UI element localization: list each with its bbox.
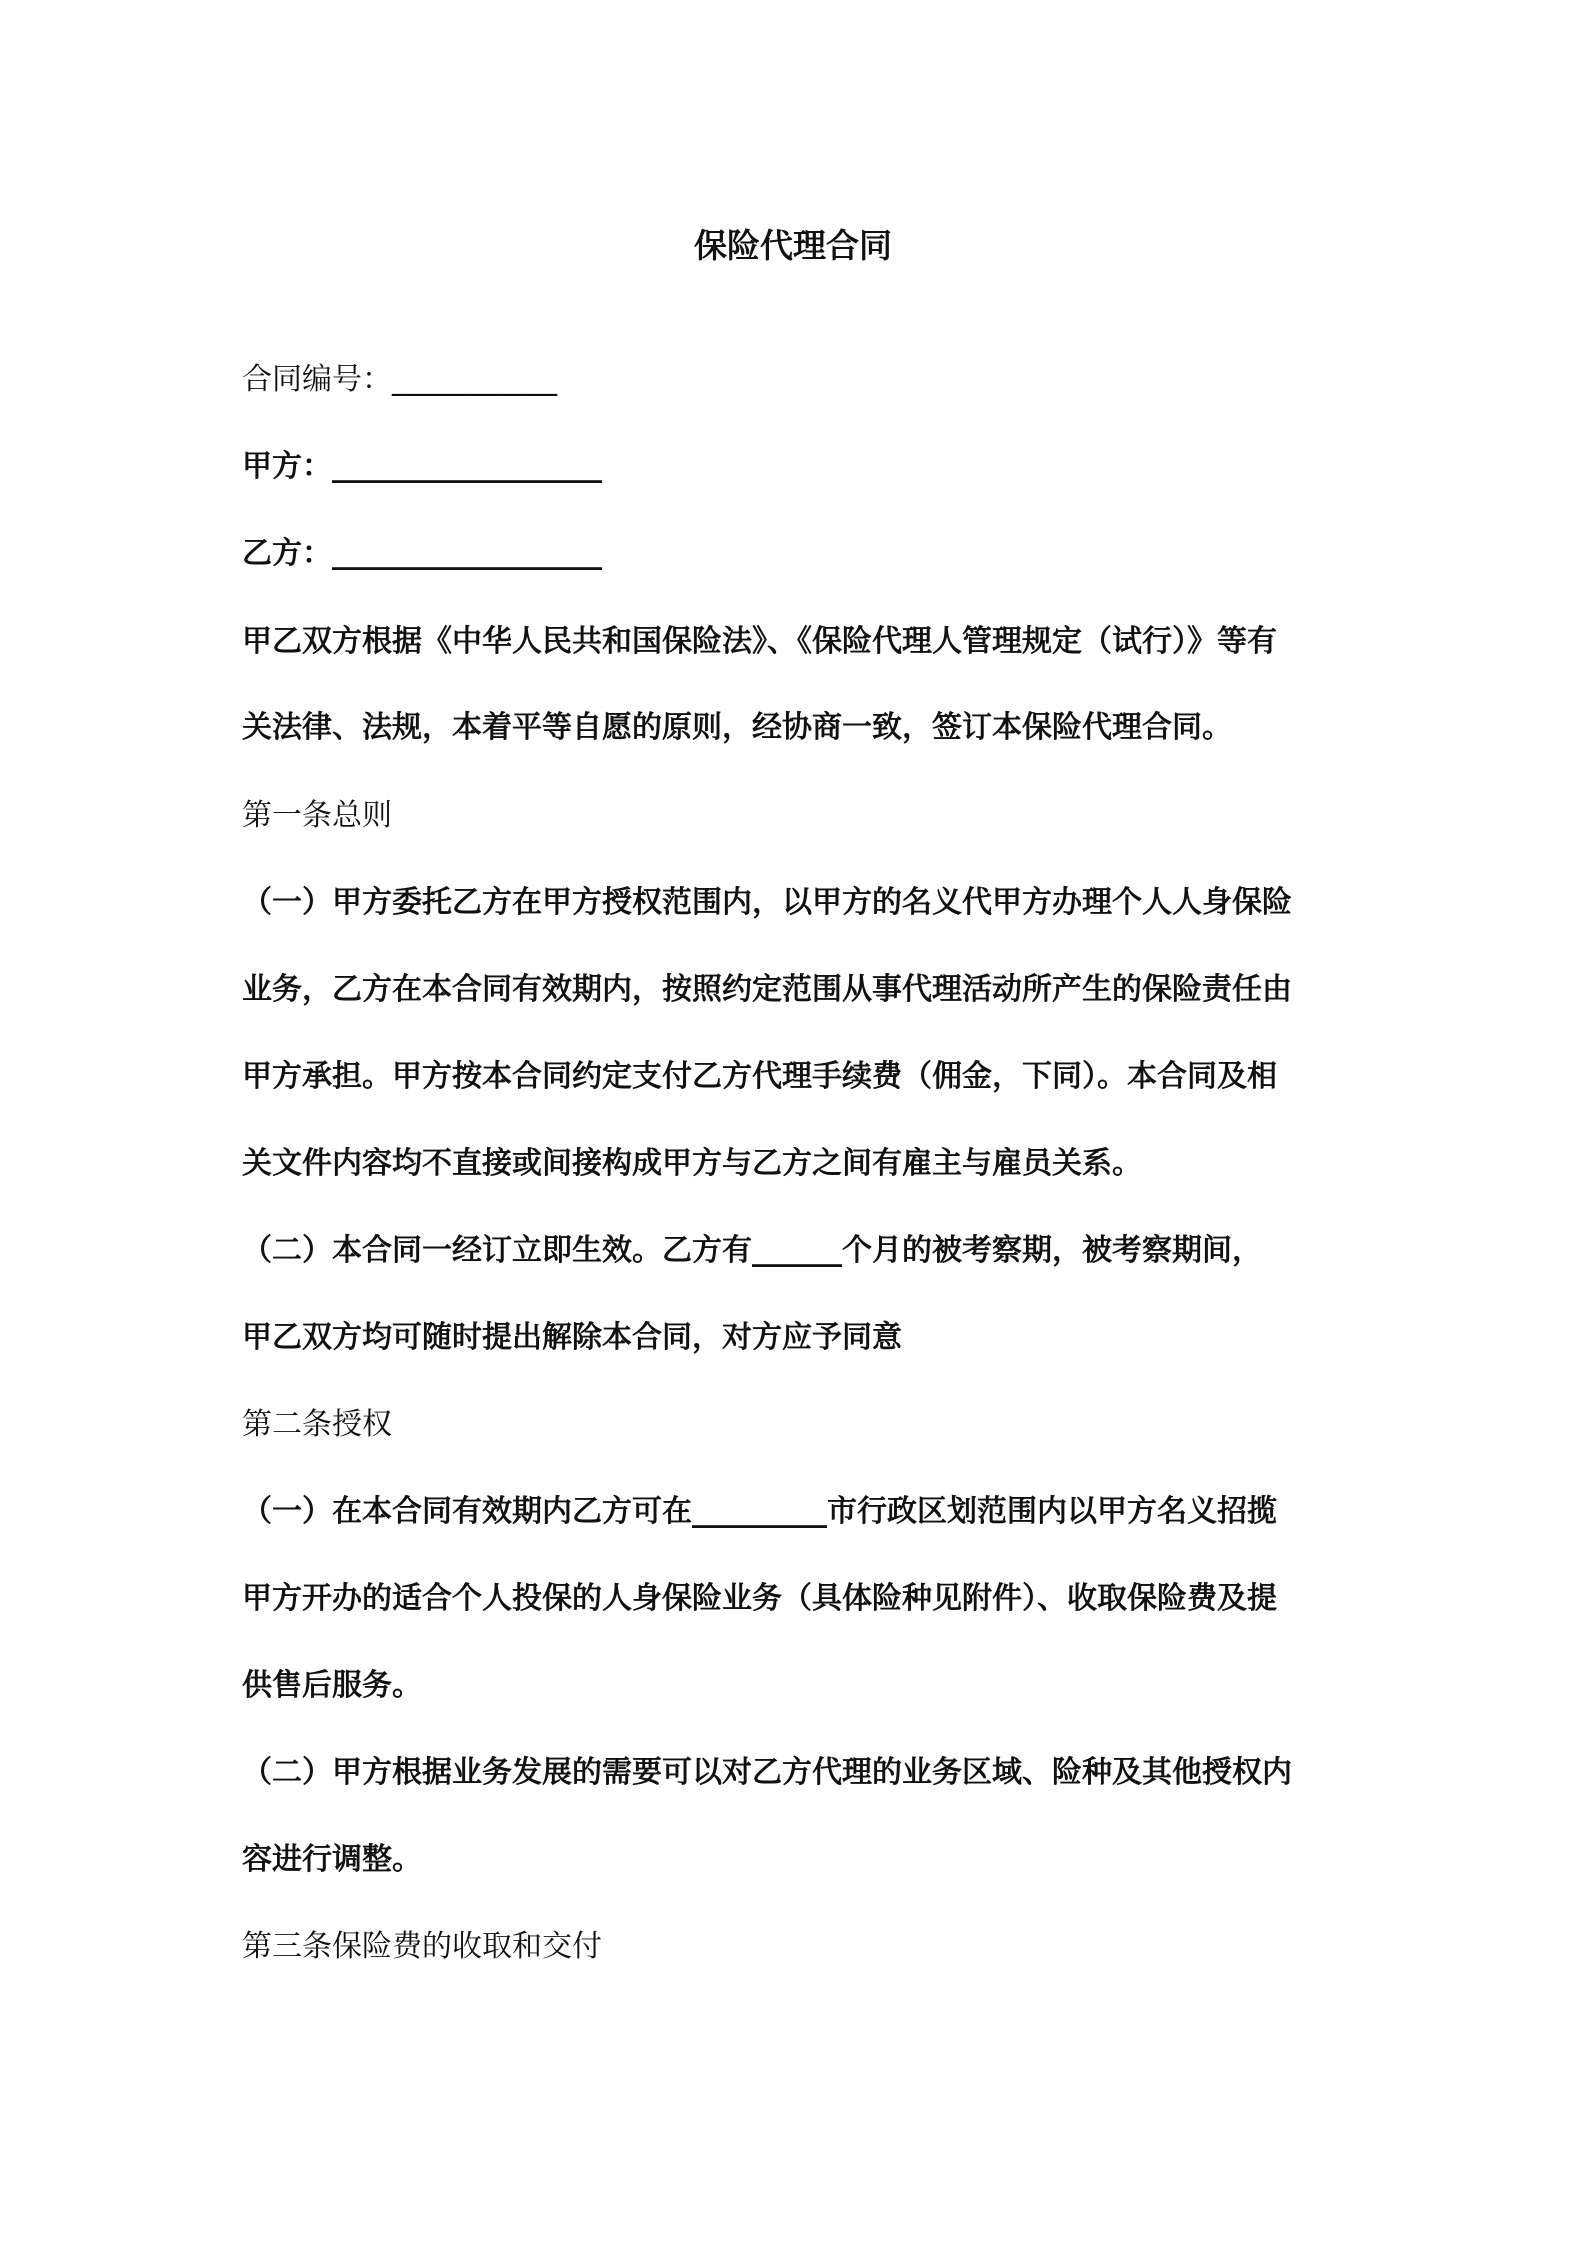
article-2-clause-2-line: （二）甲方根据业务发展的需要可以对乙方代理的业务区域、险种及其他授权内 [242,1755,1292,1790]
article-2-heading: 第二条授权 [242,1407,392,1442]
contract-number-field: 合同编号：___________ [242,362,557,397]
article-1-clause-1-line: 关文件内容均不直接或间接构成甲方与乙方之间有雇主与雇员关系。 [242,1146,1142,1181]
article-2-clause-1-line: 供售后服务。 [242,1668,422,1703]
party-b-field: 乙方：__________________ [242,536,602,571]
article-1-clause-1-line: 甲方承担。甲方按本合同约定支付乙方代理手续费（佣金，下同）。本合同及相 [242,1059,1277,1094]
article-1-clause-2-line: 甲乙双方均可随时提出解除本合同，对方应予同意 [242,1320,902,1355]
article-1-clause-1-line: 业务，乙方在本合同有效期内，按照约定范围从事代理活动所产生的保险责任由 [242,972,1292,1007]
article-1-clause-2-line: （二）本合同一经订立即生效。乙方有______个月的被考察期，被考察期间， [242,1233,1262,1268]
party-a-field: 甲方：__________________ [242,449,602,484]
article-3-heading: 第三条保险费的收取和交付 [242,1929,602,1964]
article-2-clause-1-line: 甲方开办的适合个人投保的人身保险业务（具体险种见附件）、收取保险费及提 [242,1581,1277,1616]
document-title: 保险代理合同 [694,226,892,265]
article-2-clause-1-line: （一）在本合同有效期内乙方可在_________市行政区划范围内以甲方名义招揽 [242,1494,1277,1529]
preamble-line: 关法律、法规，本着平等自愿的原则，经协商一致，签订本保险代理合同。 [242,710,1232,745]
article-1-heading: 第一条总则 [242,798,392,833]
article-1-clause-1-line: （一）甲方委托乙方在甲方授权范围内，以甲方的名义代甲方办理个人人身保险 [242,885,1292,920]
preamble-line: 甲乙双方根据《中华人民共和国保险法》、《保险代理人管理规定（试行）》等有 [242,624,1277,659]
article-2-clause-2-line: 容进行调整。 [242,1842,422,1877]
